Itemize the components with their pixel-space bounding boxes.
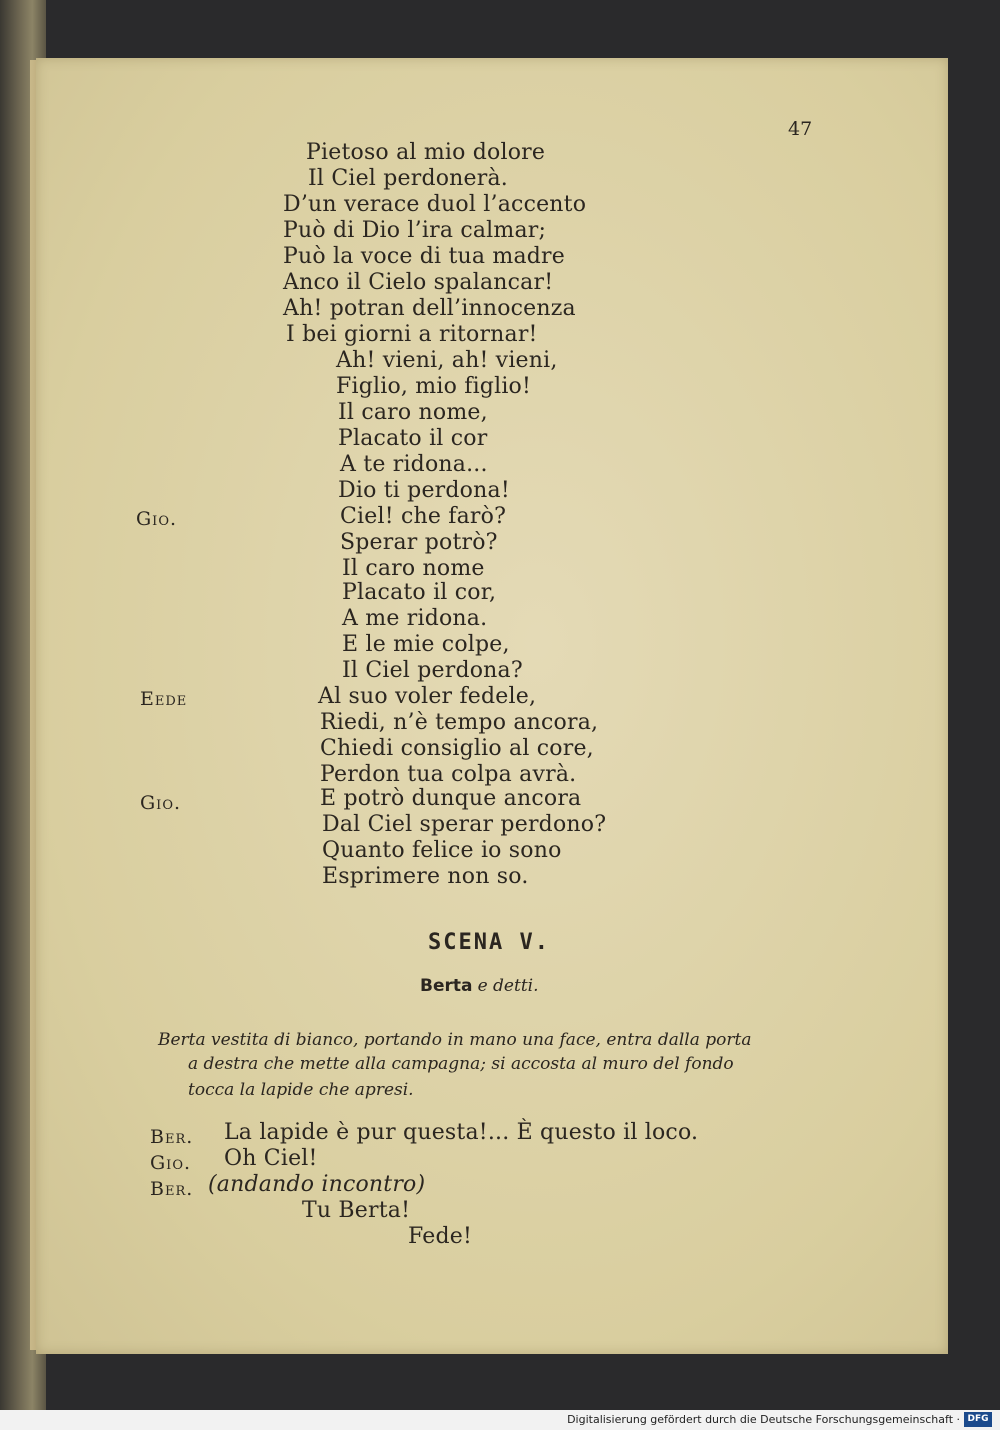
scene-subtitle [420, 976, 539, 996]
verse-line: Perdon tua colpa avrà. [320, 762, 577, 787]
speaker-label: Gio. [140, 792, 182, 814]
dialogue-line: (andando incontro) [208, 1172, 426, 1197]
verse-line: Il caro nome [342, 556, 485, 581]
scene-subtitle-rest: e detti. [477, 976, 539, 996]
verse-line: Esprimere non so. [322, 864, 529, 889]
stage-direction-line: Berta vestita di bianco, portando in mano una face, entra dalla porta [158, 1030, 752, 1050]
speaker-label: Gio. [150, 1152, 192, 1174]
verse-line: Riedi, n’è tempo ancora, [320, 710, 599, 735]
verse-line: Può la voce di tua madre [283, 244, 565, 269]
book-page [36, 58, 948, 1354]
speaker-label: Ber. [150, 1178, 194, 1200]
scene-subtitle-name: Berta [420, 976, 473, 996]
verse-line: Dal Ciel sperar perdono? [322, 812, 607, 837]
dialogue-line: Fede! [408, 1224, 473, 1249]
verse-line: Ah! vieni, ah! vieni, [336, 348, 558, 373]
dialogue-line: Tu Berta! [302, 1198, 411, 1223]
verse-line: Quanto felice io sono [322, 838, 562, 863]
verse-line: E potrò dunque ancora [320, 786, 582, 811]
verse-line: D’un verace duol l’accento [283, 192, 587, 217]
speaker-label: Ber. [150, 1126, 194, 1148]
footer-credit: Digitalisierung gefördert durch die Deutsche Forschungsgemeinschaft · [567, 1413, 960, 1426]
verse-line: I bei giorni a ritornar! [286, 322, 538, 347]
verse-line: Chiedi consiglio al core, [320, 736, 594, 761]
verse-line: Sperar potrò? [340, 530, 498, 555]
page-number: 47 [788, 118, 813, 140]
verse-line: Pietoso al mio dolore [306, 140, 546, 165]
scene-title: SCENA V. [428, 930, 550, 955]
verse-line: Ciel! che farò? [340, 504, 507, 529]
verse-line: A me ridona. [342, 606, 488, 631]
verse-line: Il caro nome, [338, 400, 488, 425]
speaker-label: Gio. [136, 508, 178, 530]
dialogue-line: La lapide è pur questa!... È questo il loco. [224, 1120, 699, 1145]
dfg-logo: DFG [964, 1412, 992, 1427]
verse-line: Dio ti perdona! [338, 478, 510, 503]
verse-line: Può di Dio l’ira calmar; [283, 218, 547, 243]
verse-line: Il Ciel perdonerà. [308, 166, 508, 191]
verse-line: A te ridona... [340, 452, 488, 477]
verse-line: Figlio, mio figlio! [336, 374, 532, 399]
verse-line: Anco il Cielo spalancar! [283, 270, 554, 295]
dialogue-line: Oh Ciel! [224, 1146, 318, 1171]
speaker-label: Eede [140, 688, 188, 710]
verse-line: Al suo voler fedele, [318, 684, 537, 709]
digitization-footer [0, 1410, 1000, 1430]
stage-direction-line: tocca la lapide che apresi. [188, 1080, 414, 1100]
verse-line: Placato il cor, [342, 580, 497, 605]
verse-line: Il Ciel perdona? [342, 658, 523, 683]
verse-line: Ah! potran dell’innocenza [283, 296, 576, 321]
verse-line: E le mie colpe, [342, 632, 510, 657]
stage-direction-line: a destra che mette alla campagna; si accosta al muro del fondo [188, 1054, 734, 1074]
verse-line: Placato il cor [338, 426, 488, 451]
